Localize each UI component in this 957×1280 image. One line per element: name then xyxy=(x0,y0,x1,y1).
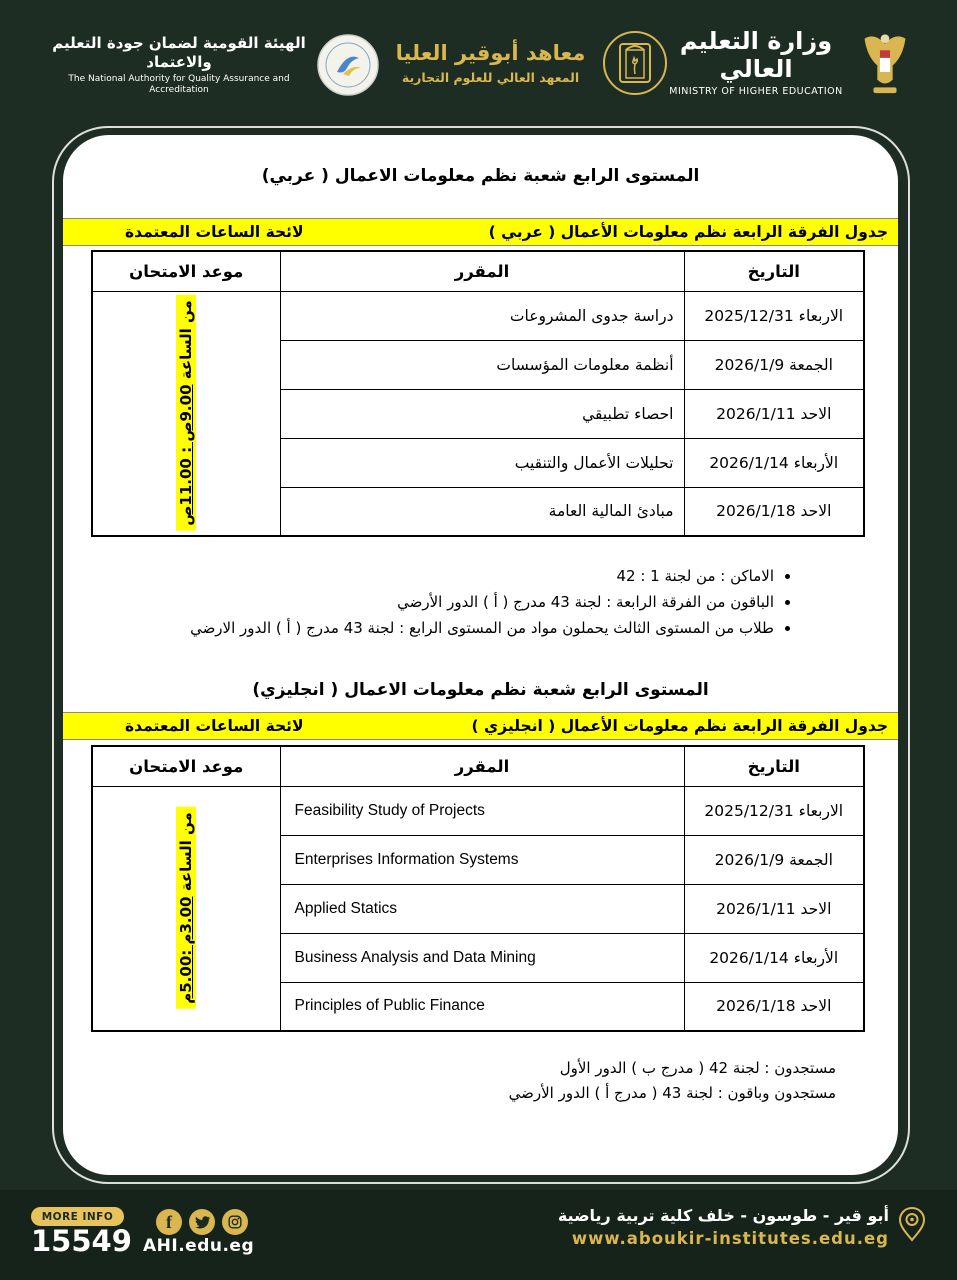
course-name: Business Analysis and Data Mining xyxy=(280,933,684,982)
ministry-logo-block xyxy=(665,28,914,97)
course-name: Feasibility Study of Projects xyxy=(280,786,684,835)
institute-logo-block xyxy=(388,30,668,96)
more-info-badge: MORE INFO xyxy=(31,1207,124,1226)
note-item: • طلاب من المستوى الثالث يحملون مواد من المستوى الرابع : لجنة 43 مدرج ( أ ) الدور الارضي xyxy=(190,615,774,641)
column-header-course: المقرر xyxy=(280,251,684,291)
address-text: أبو قير - طوسون - خلف كلية تربية رياضية xyxy=(557,1206,889,1225)
course-name: Applied Statics xyxy=(280,884,684,933)
table-row xyxy=(92,786,864,835)
course-name: Principles of Public Finance xyxy=(280,982,684,1031)
naqaaa-title-arabic: الهيئة القومية لضمان جودة التعليم والاعتماد xyxy=(52,34,306,72)
course-name: Enterprises Information Systems xyxy=(280,835,684,884)
exam-time-cell xyxy=(92,786,280,1031)
exam-date: الاحد 2026/1/11 xyxy=(684,389,864,438)
ministry-name-arabic: وزارة التعليم العالي xyxy=(679,27,833,83)
section1-banner-side-label: لائحة الساعات المعتمدة xyxy=(125,223,304,241)
exam-date: الاحد 2026/1/18 xyxy=(684,487,864,536)
exam-date: الجمعة 2026/1/9 xyxy=(684,340,864,389)
section2-title: المستوى الرابع شعبة نظم معلومات الاعمال ( انجليزي) xyxy=(252,680,709,700)
twitter-icon[interactable] xyxy=(189,1209,215,1235)
column-header-time: موعد الامتحان xyxy=(92,746,280,786)
section1-title: المستوى الرابع شعبة نظم معلومات الاعمال ( عربي) xyxy=(261,166,700,186)
course-name: دراسة جدوى المشروعات xyxy=(280,291,684,340)
social-icons xyxy=(156,1209,248,1235)
column-header-time: موعد الامتحان xyxy=(92,251,280,291)
section2-banner-title: جدول الفرقة الرابعة نظم معلومات الأعمال ( انجليزي ) xyxy=(471,717,888,735)
course-name: احصاء تطبيقي xyxy=(280,389,684,438)
section2-banner xyxy=(63,712,898,740)
exam-date: الاربعاء 2025/12/31 xyxy=(684,291,864,340)
location-pin-icon xyxy=(897,1206,927,1242)
section1-banner xyxy=(63,218,898,246)
table-header-row xyxy=(92,746,864,786)
exam-time-cell xyxy=(92,291,280,536)
note-item: مستجدون : لجنة 42 ( مدرج ب ) الدور الأول xyxy=(559,1059,836,1077)
exam-time-highlight: من الساعة 9.00ص : 11.00ص xyxy=(176,295,196,531)
institute-emblem-icon xyxy=(602,30,668,96)
exam-date: الأربعاء 2026/1/14 xyxy=(684,933,864,982)
exam-date: الجمعة 2026/1/9 xyxy=(684,835,864,884)
section1-notes-list xyxy=(190,563,792,641)
section1-banner-title: جدول الفرقة الرابعة نظم معلومات الأعمال ( عربي ) xyxy=(488,223,888,241)
egypt-eagle-icon xyxy=(856,31,914,95)
instagram-icon[interactable] xyxy=(222,1209,248,1235)
note-item: • الاماكن : من لجنة 1 ‏: 42 xyxy=(190,563,774,589)
column-header-date: التاريخ xyxy=(684,251,864,291)
note-item: مستجدون وباقون : لجنة 43 ( مدرج أ ) الدور الأرضي xyxy=(508,1084,836,1102)
exam-date: الاحد 2026/1/18 xyxy=(684,982,864,1031)
header xyxy=(0,0,957,135)
naqaaa-title-english: The National Authority for Quality Assurance and Accreditation xyxy=(68,73,290,95)
institute-name: معاهد أبوقير العليا xyxy=(395,41,586,66)
section2-banner-side-label: لائحة الساعات المعتمدة xyxy=(125,717,304,735)
section2-notes xyxy=(509,1056,836,1106)
course-name: مبادئ المالية العامة xyxy=(280,487,684,536)
naqaaa-seal-icon xyxy=(317,34,379,96)
column-header-date: التاريخ xyxy=(684,746,864,786)
footer xyxy=(0,1190,957,1280)
note-item: • الباقون من الفرقة الرابعة : لجنة 43 مدرج ( أ ) الدور الأرضي xyxy=(190,589,774,615)
ministry-name-english: MINISTRY OF HIGHER EDUCATION xyxy=(669,86,843,98)
exam-date: الاحد 2026/1/11 xyxy=(684,884,864,933)
exam-date: الاربعاء 2025/12/31 xyxy=(684,786,864,835)
table-row xyxy=(92,291,864,340)
institute-subname: المعهد العالي للعلوم التجارية xyxy=(401,69,580,85)
exam-time-highlight: من الساعة 3.00م :5.00م xyxy=(176,808,196,1010)
website-link[interactable]: www.aboukir-institutes.edu.eg xyxy=(571,1229,889,1248)
naqaaa-logo-block xyxy=(50,34,380,96)
table-header-row xyxy=(92,251,864,291)
exam-table-english xyxy=(91,745,865,1032)
course-name: أنظمة معلومات المؤسسات xyxy=(280,340,684,389)
course-name: تحليلات الأعمال والتنقيب xyxy=(280,438,684,487)
column-header-course: المقرر xyxy=(280,746,684,786)
exam-table-arabic xyxy=(91,250,865,537)
short-website-link[interactable]: AHI.edu.eg xyxy=(143,1236,255,1256)
schedule-card xyxy=(63,135,898,1175)
exam-date: الأربعاء 2026/1/14 xyxy=(684,438,864,487)
hotline-number: 15549 xyxy=(31,1224,132,1258)
facebook-icon[interactable]: f xyxy=(156,1209,182,1235)
